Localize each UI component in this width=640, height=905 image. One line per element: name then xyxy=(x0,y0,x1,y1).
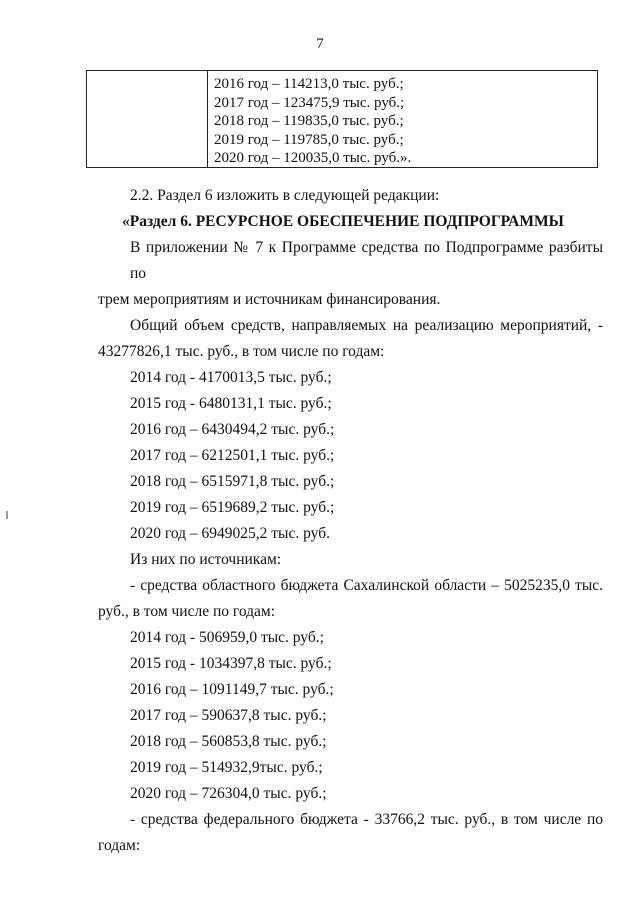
paragraph-line: - средства областного бюджета Сахалинской области – 5025235,0 тыс. xyxy=(130,577,603,594)
regional-year-item: 2015 год - 1034397,8 тыс. руб.; xyxy=(130,655,332,672)
section-heading: «Раздел 6. РЕСУРСНОЕ ОБЕСПЕЧЕНИЕ ПОДПРОГРАММЫ xyxy=(122,213,564,230)
regional-year-item: 2019 год – 514932,9тыс. руб.; xyxy=(130,759,323,776)
sources-intro: Из них по источникам: xyxy=(130,551,282,568)
regional-year-item: 2017 год – 590637,8 тыс. руб.; xyxy=(130,707,327,724)
table-line: 2018 год – 119835,0 тыс. руб.; xyxy=(214,113,404,129)
table-line: 2019 год – 119785,0 тыс. руб.; xyxy=(214,131,404,148)
paragraph-line: - средства федерального бюджета - 33766,2 тыс. руб., в том числе по xyxy=(130,811,603,828)
section-intro: 2.2. Раздел 6 изложить в следующей редакции: xyxy=(130,187,440,204)
page-number: 7 xyxy=(316,36,324,52)
regional-year-item: 2018 год – 560853,8 тыс. руб.; xyxy=(130,733,327,750)
paragraph-line: трем мероприятиям и источникам финансирования. xyxy=(98,291,441,308)
table-column-divider xyxy=(207,71,208,167)
total-year-item: 2020 год – 6949025,2 тыс. руб. xyxy=(130,525,330,542)
paragraph-line: Общий объем средств, направляемых на реализацию мероприятий, - xyxy=(130,317,603,334)
paragraph-line: годам: xyxy=(98,837,141,854)
regional-year-item: 2014 год - 506959,0 тыс. руб.; xyxy=(130,629,324,646)
total-year-item: 2017 год – 6212501,1 тыс. руб.; xyxy=(130,447,335,464)
total-year-item: 2014 год - 4170013,5 тыс. руб.; xyxy=(130,369,332,386)
paragraph-line: руб., в том числе по годам: xyxy=(98,603,276,620)
total-year-item: 2016 год – 6430494,2 тыс. руб.; xyxy=(130,421,335,438)
regional-year-item: 2016 год – 1091149,7 тыс. руб.; xyxy=(130,681,334,698)
regional-year-item: 2020 год – 726304,0 тыс. руб.; xyxy=(130,785,327,802)
paragraph-line: В приложении № 7 к Программе средства по Подпрограмме разбиты по xyxy=(130,239,603,282)
total-year-item: 2015 год - 6480131,1 тыс. руб.; xyxy=(130,395,332,412)
table-line: 2016 год – 114213,0 тыс. руб.; xyxy=(214,76,404,92)
paragraph-line: 43277826,1 тыс. руб., в том числе по годам: xyxy=(98,343,385,360)
table-line: 2017 год – 123475,9 тыс. руб.; xyxy=(214,94,405,111)
total-year-item: 2019 год – 6519689,2 тыс. руб.; xyxy=(130,499,335,516)
document-body xyxy=(98,183,603,859)
financing-table xyxy=(86,70,598,168)
scan-mark xyxy=(6,511,8,519)
table-line: 2020 год – 120035,0 тыс. руб.». xyxy=(214,150,412,166)
table-right-cell xyxy=(214,75,411,168)
total-year-item: 2018 год – 6515971,8 тыс. руб.; xyxy=(130,473,335,490)
